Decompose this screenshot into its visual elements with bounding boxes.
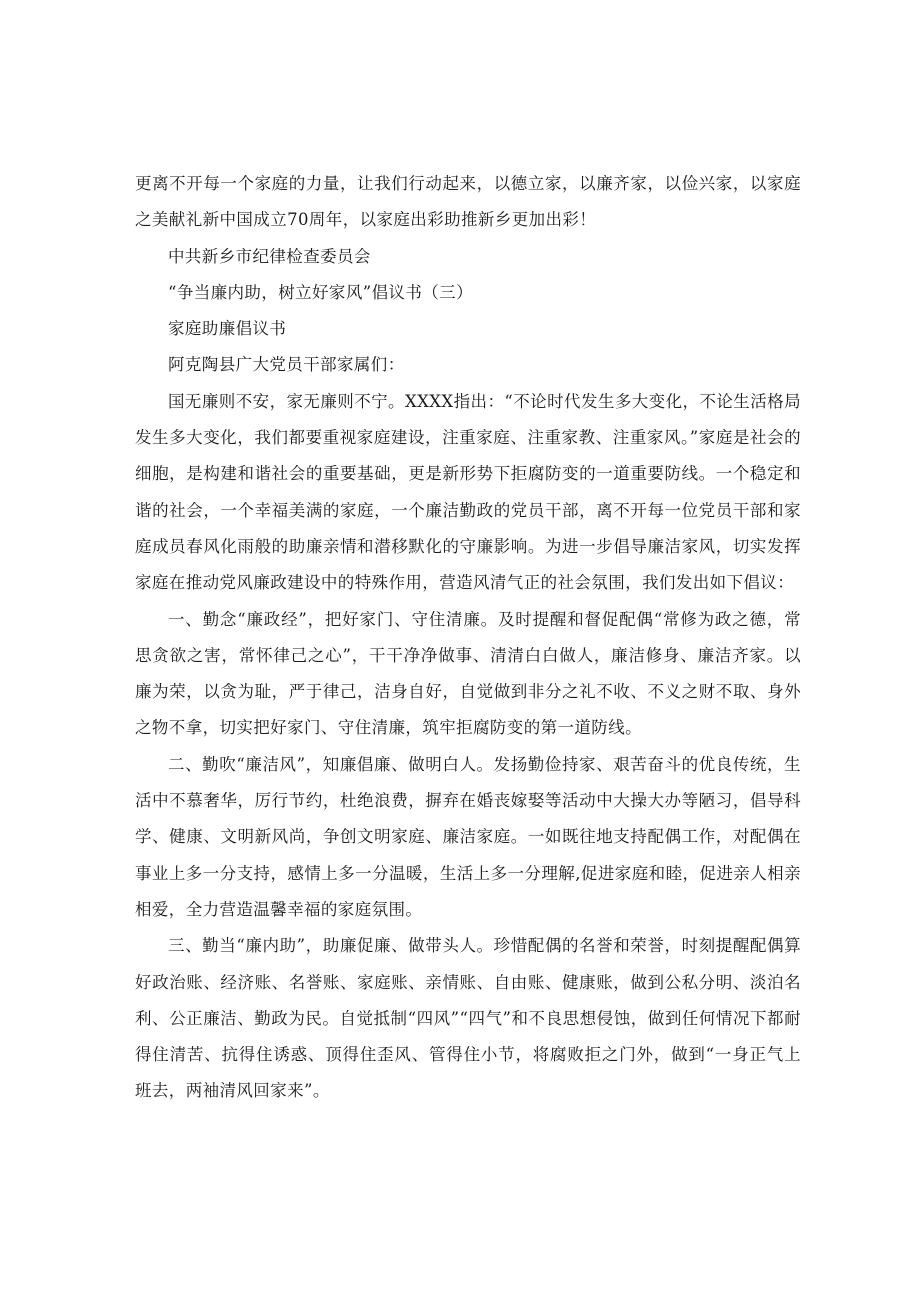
paragraph-intro: 国无廉则不安，家无廉则不宁。XXXX指出：“不论时代发生多大变化，不论生活格局发生多大变化，我们都要重视家庭建设，注重家庭、注重家教、注重家风。”家庭是社会的细胞，是构建和谐社会的重要基础，更是新形势下拒腐防变的一道重要防线。一个稳定和谐的社会，一个幸福美满的家庭，一个廉洁勤政的党员干部，离不开每一位党员干部和家庭成员春风化雨般的助廉亲情和潜移默化的守廉影响。为进一步倡导廉洁家风，切实发挥家庭在推动党风廉政建设中的特殊作用，营造风清气正的社会氛围，我们发出如下倡议： (135, 391, 801, 593)
paragraph-item-3: 三、勤当“廉内助”，助廉促廉、做带头人。珍惜配偶的名誉和荣誉，时刻提醒配偶算好政治账、经济账、名誉账、家庭账、亲情账、自由账、健康账，做到公私分明、淡泊名利、公正廉洁、勤政为民。自觉抵制“四风”“四气”和不良思想侵蚀，做到任何情况下都耐得住清苦、抗得住诱惑、顶得住歪风、管得住小节，将腐败拒之门外，做到“一身正气上班去，两袖清风回家来”。 (135, 936, 801, 1101)
paragraph-item-1: 一、勤念“廉政经”，把好家门、守住清廉。及时提醒和督促配偶“常修为政之德，常思贪欲之害，常怀律己之心”，干干净净做事、清清白白做人，廉洁修身、廉洁齐家。以廉为荣，以贪为耻，严于律己，洁身自好，自觉做到非分之礼不收、不义之财不取、身外之物不拿，切实把好家门、守住清廉，筑牢拒腐防变的第一道防线。 (135, 609, 801, 738)
paragraph-continuation: 更离不开每一个家庭的力量，让我们行动起来，以德立家，以廉齐家，以俭兴家，以家庭之美献礼新中国成立70周年，以家庭出彩助推新乡更加出彩！ (135, 174, 801, 230)
document-body (135, 166, 801, 1110)
paragraph-signature: 中共新乡市纪律检查委员会 (168, 246, 371, 266)
paragraph-title: “争当廉内助，树立好家风”倡议书（三） (168, 282, 473, 302)
paragraph-subtitle: 家庭助廉倡议书 (168, 319, 287, 339)
paragraph-salutation: 阿克陶县广大党员干部家属们： (168, 355, 405, 375)
paragraph-item-2: 二、勤吹“廉洁风”，知廉倡廉、做明白人。发扬勤俭持家、艰苦奋斗的优良传统，生活中不慕奢华，厉行节约，杜绝浪费，摒弃在婚丧嫁娶等活动中大操大办等陋习，倡导科学、健康、文明新风尚，争创文明家庭、廉洁家庭。一如既往地支持配偶工作，对配偶在事业上多一分支持，感情上多一分温暖，生活上多一分理解,促进家庭和睦，促进亲人相亲相爱，全力营造温馨幸福的家庭氛围。 (135, 754, 801, 919)
